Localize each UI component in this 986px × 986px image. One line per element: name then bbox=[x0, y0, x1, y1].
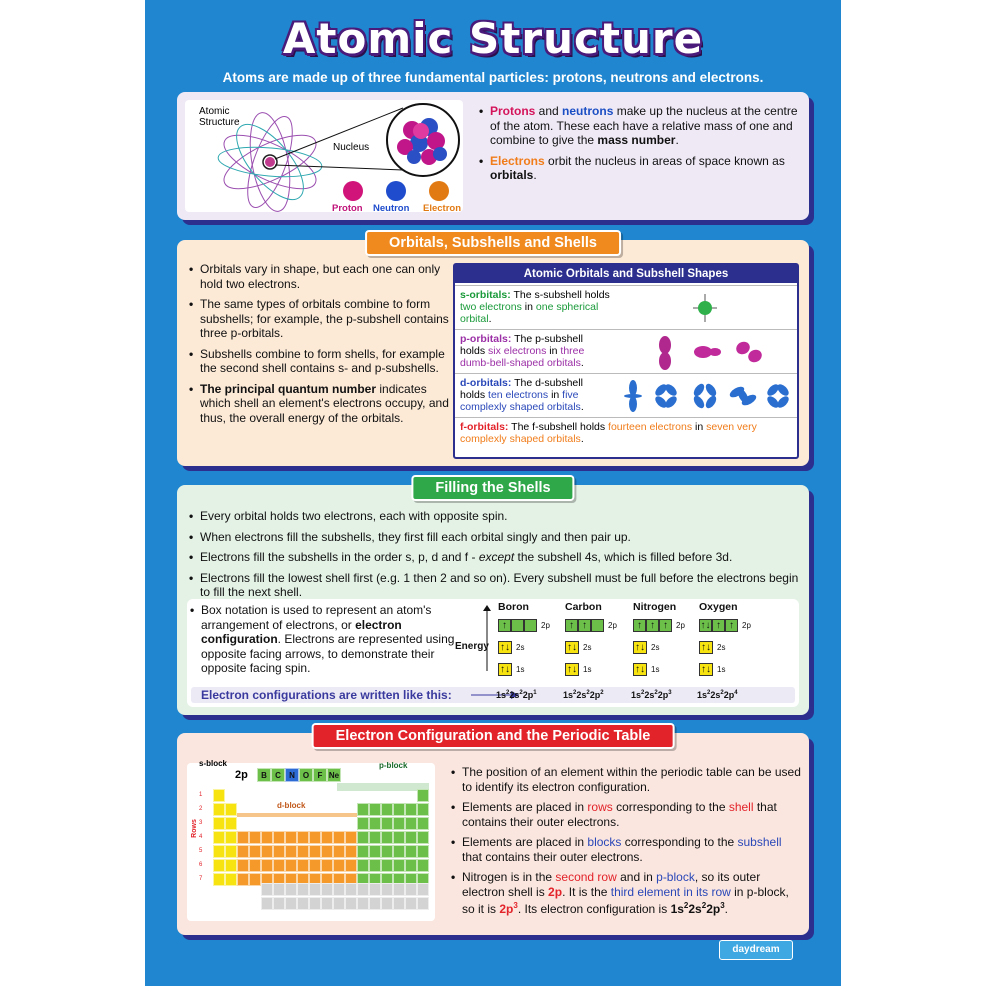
pt-cell bbox=[213, 845, 225, 858]
table-title: Atomic Orbitals and Subshell Shapes bbox=[455, 265, 797, 283]
f-block-cell bbox=[261, 883, 273, 896]
list-item: • Orbitals vary in shape, but each one can only hold two electrons. bbox=[189, 262, 451, 291]
subshell-label: 1s bbox=[583, 665, 592, 674]
d-orbital-icon bbox=[615, 374, 795, 418]
s-orbital-box: ↑↓ bbox=[567, 642, 577, 653]
f-block-cell bbox=[393, 883, 405, 896]
p-orbital-box bbox=[591, 619, 604, 632]
subshell-label: 2s bbox=[651, 643, 660, 652]
pt-cell bbox=[249, 859, 261, 872]
pt-cell bbox=[225, 873, 237, 886]
list-item: • Every orbital holds two electrons, each with opposite spin. bbox=[189, 509, 801, 524]
pt-cell bbox=[225, 859, 237, 872]
2p-cell: Ne bbox=[327, 768, 341, 782]
pt-cell bbox=[237, 859, 249, 872]
pt-cell bbox=[405, 859, 417, 872]
f-block-cell bbox=[309, 883, 321, 896]
pt-cell bbox=[417, 789, 429, 802]
pt-cell bbox=[213, 803, 225, 816]
p-block-label: p-block bbox=[379, 761, 408, 770]
config-label: Electron configurations are written like this: bbox=[201, 688, 452, 702]
f-block-cell bbox=[405, 883, 417, 896]
subshell-label: 2s bbox=[717, 643, 726, 652]
periodic-table bbox=[187, 759, 435, 921]
pt-cell bbox=[345, 831, 357, 844]
row-number: 7 bbox=[199, 876, 203, 882]
p-orbital-box: ↑ bbox=[633, 619, 646, 632]
row-number: 2 bbox=[199, 806, 203, 812]
f-block-cell bbox=[261, 897, 273, 910]
p-orbital-box: ↑ bbox=[659, 619, 672, 632]
subshell-label: 2p bbox=[541, 621, 550, 630]
pt-cell bbox=[357, 859, 369, 872]
pt-cell bbox=[345, 845, 357, 858]
pt-cell bbox=[297, 859, 309, 872]
orbitals-panel bbox=[177, 235, 809, 466]
pt-cell bbox=[393, 831, 405, 844]
nucleus-label: Nucleus bbox=[333, 142, 370, 153]
neutron-label: Neutron bbox=[373, 203, 410, 214]
row-number: 4 bbox=[199, 834, 203, 840]
f-orbital-row: f-orbitals: The f-subshell holds fourteen electrons in seven very complexly shaped orbitals. bbox=[455, 417, 797, 456]
pt-cell bbox=[285, 831, 297, 844]
pt-cell bbox=[273, 859, 285, 872]
list-item: • Elements are placed in blocks corresponding to the subshell that contains their outer electrons. bbox=[451, 835, 803, 864]
pt-cell bbox=[225, 803, 237, 816]
f-block-cell bbox=[297, 897, 309, 910]
intro-bullets bbox=[479, 104, 799, 189]
pt-cell bbox=[393, 845, 405, 858]
s-orbital-box: ↑↓ bbox=[500, 664, 510, 675]
pt-cell bbox=[213, 873, 225, 886]
p-orbital-box bbox=[511, 619, 524, 632]
row-number: 3 bbox=[199, 820, 203, 826]
pt-cell bbox=[273, 845, 285, 858]
atom-diagram bbox=[185, 100, 463, 212]
list-item: • When electrons fill the subshells, they first fill each orbital singly and then pair up. bbox=[189, 530, 801, 545]
pt-cell bbox=[309, 831, 321, 844]
list-item: • The principal quantum number indicates which shell an element's electrons occupy, and thus, the overall energy of the orbitals. bbox=[189, 382, 451, 426]
proton-label: Proton bbox=[332, 203, 363, 214]
pt-cell bbox=[405, 831, 417, 844]
subshell-label: 2p bbox=[608, 621, 617, 630]
page-title: Atomic Structure bbox=[282, 14, 704, 63]
f-block-cell bbox=[381, 883, 393, 896]
poster bbox=[145, 0, 841, 986]
electron-config: $1s^22s^22p^2$ bbox=[563, 690, 604, 700]
p-orbital-box: ↑ bbox=[712, 619, 725, 632]
s-block-label: s-block bbox=[199, 759, 228, 768]
f-block-cell bbox=[345, 883, 357, 896]
2p-cell: N bbox=[285, 768, 299, 782]
element-name: Carbon bbox=[565, 601, 602, 613]
subtitle: Atoms are made up of three fundamental particles: protons, neutrons and electrons. bbox=[222, 70, 764, 85]
p-orbital-box: ↑ bbox=[578, 619, 591, 632]
pt-cell bbox=[417, 817, 429, 830]
list-item: • Box notation is used to represent an atom's arrangement of electrons, or electron configuration. Electrons are represented using opposite facing arrows, to demonstrate their opposite facing spin. bbox=[190, 603, 462, 676]
pt-cell bbox=[285, 845, 297, 858]
periodic-panel bbox=[177, 728, 809, 935]
pt-cell bbox=[417, 803, 429, 816]
f-block-cell bbox=[357, 883, 369, 896]
f-block-cell bbox=[297, 883, 309, 896]
daydream-logo: daydream bbox=[719, 940, 793, 960]
2p-cell: B bbox=[257, 768, 271, 782]
pt-cell bbox=[213, 831, 225, 844]
pt-cell bbox=[321, 859, 333, 872]
element-name: Boron bbox=[498, 601, 529, 613]
orbitals-bullets bbox=[189, 262, 451, 431]
intro-panel bbox=[177, 92, 809, 220]
energy-label: Energy bbox=[455, 641, 489, 652]
pt-cell bbox=[417, 859, 429, 872]
periodic-bullets bbox=[451, 765, 803, 923]
f-block-cell bbox=[333, 897, 345, 910]
2p-cell: F bbox=[313, 768, 327, 782]
f-block-cell bbox=[357, 897, 369, 910]
pt-cell bbox=[225, 817, 237, 830]
filling-panel bbox=[177, 480, 809, 715]
pt-cell bbox=[369, 859, 381, 872]
s-orbital-row: s-orbitals: The s-subshell holds two electrons in one spherical orbital. bbox=[455, 285, 797, 330]
list-item: • Nitrogen is in the second row and in p-block, so its outer electron shell is 2p. It is the third element in its row in p-block, so it is $2p^3$. Its electron configuration is $1s^22s^22p^3$. bbox=[451, 870, 803, 917]
f-block-cell bbox=[273, 897, 285, 910]
energy-arrow bbox=[483, 605, 491, 671]
element-name: Nitrogen bbox=[633, 601, 677, 613]
f-block-cell bbox=[273, 883, 285, 896]
d-block-shade bbox=[237, 813, 357, 817]
pt-cell bbox=[237, 831, 249, 844]
f-block-cell bbox=[345, 897, 357, 910]
pt-cell bbox=[357, 831, 369, 844]
pt-cell bbox=[417, 845, 429, 858]
p-orbital-box bbox=[524, 619, 537, 632]
f-block-cell bbox=[309, 897, 321, 910]
pt-cell bbox=[381, 831, 393, 844]
pt-cell bbox=[405, 817, 417, 830]
2p-label: 2p bbox=[235, 769, 248, 781]
subshell-label: 2s bbox=[516, 643, 525, 652]
p-orbital-box: ↑ bbox=[646, 619, 659, 632]
orbital-shapes-table bbox=[453, 263, 799, 459]
pt-cell bbox=[381, 803, 393, 816]
pt-cell bbox=[321, 831, 333, 844]
pt-cell bbox=[261, 845, 273, 858]
pt-cell bbox=[225, 845, 237, 858]
p-orbital-box: ↑↓ bbox=[700, 620, 711, 631]
pt-cell bbox=[381, 859, 393, 872]
pt-cell bbox=[249, 845, 261, 858]
f-block-cell bbox=[417, 883, 429, 896]
pt-cell bbox=[405, 803, 417, 816]
s-orbital-box: ↑↓ bbox=[567, 664, 577, 675]
subshell-label: 2p bbox=[676, 621, 685, 630]
pt-cell bbox=[285, 859, 297, 872]
section-header-filling: Filling the Shells bbox=[411, 475, 574, 501]
pt-cell bbox=[309, 845, 321, 858]
pt-cell bbox=[369, 803, 381, 816]
s-orbital-box: ↑↓ bbox=[635, 664, 645, 675]
p-orbital-box: ↑ bbox=[725, 619, 738, 632]
pt-cell bbox=[213, 817, 225, 830]
pt-cell bbox=[357, 817, 369, 830]
f-block-cell bbox=[369, 897, 381, 910]
subshell-label: 1s bbox=[651, 665, 660, 674]
pt-cell bbox=[309, 859, 321, 872]
p-orbital-row: p-orbitals: The p-subshell holds six electrons in three dumb-bell-shaped orbitals. bbox=[455, 329, 797, 374]
f-block-cell bbox=[393, 897, 405, 910]
subshell-label: 1s bbox=[717, 665, 726, 674]
electron-config: $1s^22s^22p^1$ bbox=[496, 690, 537, 700]
pt-cell bbox=[345, 859, 357, 872]
s-orbital-box: ↑↓ bbox=[500, 642, 510, 653]
d-orbital-row: d-orbitals: The d-subshell holds ten electrons in five complexly shaped orbitals. bbox=[455, 373, 797, 418]
list-item: • Electrons fill the subshells in the order s, p, d and f - except the subshell 4s, which is filled before 3d. bbox=[189, 550, 801, 565]
f-block-cell bbox=[285, 883, 297, 896]
pt-cell bbox=[369, 831, 381, 844]
p-block-shade bbox=[337, 783, 429, 791]
f-block-cell bbox=[405, 897, 417, 910]
s-orbital-box: ↑↓ bbox=[701, 664, 711, 675]
row-number: 1 bbox=[199, 792, 203, 798]
list-item: • The same types of orbitals combine to form subshells; for example, the p-subshell contains three p-orbitals. bbox=[189, 297, 451, 341]
p-orbital-box: ↑ bbox=[498, 619, 511, 632]
pt-cell bbox=[333, 845, 345, 858]
pt-cell bbox=[393, 859, 405, 872]
2p-cell: O bbox=[299, 768, 313, 782]
s-orbital-icon bbox=[615, 286, 795, 330]
atom-label: Atomic Structure bbox=[199, 106, 240, 128]
p-orbital-icon bbox=[615, 330, 795, 374]
row-number: 6 bbox=[199, 862, 203, 868]
f-block-cell bbox=[321, 897, 333, 910]
pt-cell bbox=[369, 817, 381, 830]
rows-label: Rows bbox=[190, 819, 198, 838]
pt-cell bbox=[237, 873, 249, 886]
p-orbital-box: ↑ bbox=[565, 619, 578, 632]
pt-cell bbox=[225, 831, 237, 844]
row-number: 5 bbox=[199, 848, 203, 854]
box-notation-text bbox=[190, 603, 462, 682]
s-orbital-box: ↑↓ bbox=[701, 642, 711, 653]
pt-cell bbox=[213, 859, 225, 872]
element-name: Oxygen bbox=[699, 601, 738, 613]
pt-cell bbox=[333, 831, 345, 844]
f-block-cell bbox=[333, 883, 345, 896]
pt-cell bbox=[297, 831, 309, 844]
intro-bullet: • Electrons orbit the nucleus in areas of space known as orbitals. bbox=[479, 154, 799, 183]
pt-cell bbox=[393, 817, 405, 830]
s-orbital-box: ↑↓ bbox=[635, 642, 645, 653]
pt-cell bbox=[381, 817, 393, 830]
2p-cell: C bbox=[271, 768, 285, 782]
f-block-cell bbox=[369, 883, 381, 896]
subshell-label: 2p bbox=[742, 621, 751, 630]
pt-cell bbox=[333, 859, 345, 872]
pt-cell bbox=[393, 803, 405, 816]
pt-cell bbox=[357, 845, 369, 858]
pt-cell bbox=[417, 831, 429, 844]
pt-cell bbox=[297, 845, 309, 858]
pt-cell bbox=[237, 845, 249, 858]
electron-config: $1s^22s^22p^3$ bbox=[631, 690, 672, 700]
f-block-cell bbox=[321, 883, 333, 896]
f-block-cell bbox=[285, 897, 297, 910]
pt-cell bbox=[369, 845, 381, 858]
pt-cell bbox=[249, 873, 261, 886]
electron-label: Electron bbox=[423, 203, 462, 214]
electron-config: $1s^22s^22p^4$ bbox=[697, 690, 738, 700]
section-header-orbitals: Orbitals, Subshells and Shells bbox=[365, 230, 621, 256]
subshell-label: 2s bbox=[583, 643, 592, 652]
pt-cell bbox=[261, 831, 273, 844]
d-block-label: d-block bbox=[277, 801, 306, 810]
pt-cell bbox=[273, 831, 285, 844]
pt-cell bbox=[405, 845, 417, 858]
pt-cell bbox=[213, 789, 225, 802]
pt-cell bbox=[249, 831, 261, 844]
pt-cell bbox=[357, 803, 369, 816]
f-block-cell bbox=[417, 897, 429, 910]
list-item: • Subshells combine to form shells, for example the second shell contains s- and p-subshells. bbox=[189, 347, 451, 376]
f-block-cell bbox=[381, 897, 393, 910]
filling-bullets bbox=[189, 509, 801, 606]
list-item: • Electrons fill the lowest shell first (e.g. 1 then 2 and so on). Every subshell must be full before the electrons begin to fill the next shell. bbox=[189, 571, 801, 600]
pt-cell bbox=[381, 845, 393, 858]
list-item: • The position of an element within the periodic table can be used to identify its electron configuration. bbox=[451, 765, 803, 794]
list-item: • Elements are placed in rows corresponding to the shell that contains their outer electrons. bbox=[451, 800, 803, 829]
pt-cell bbox=[261, 859, 273, 872]
pt-cell bbox=[321, 845, 333, 858]
section-header-periodic: Electron Configuration and the Periodic Table bbox=[312, 723, 675, 749]
box-notation-area bbox=[187, 599, 799, 707]
subshell-label: 1s bbox=[516, 665, 525, 674]
intro-bullet: • Protons and neutrons make up the nucleus at the centre of the atom. These each have a relative mass of one and combine to give the mass number. bbox=[479, 104, 799, 148]
